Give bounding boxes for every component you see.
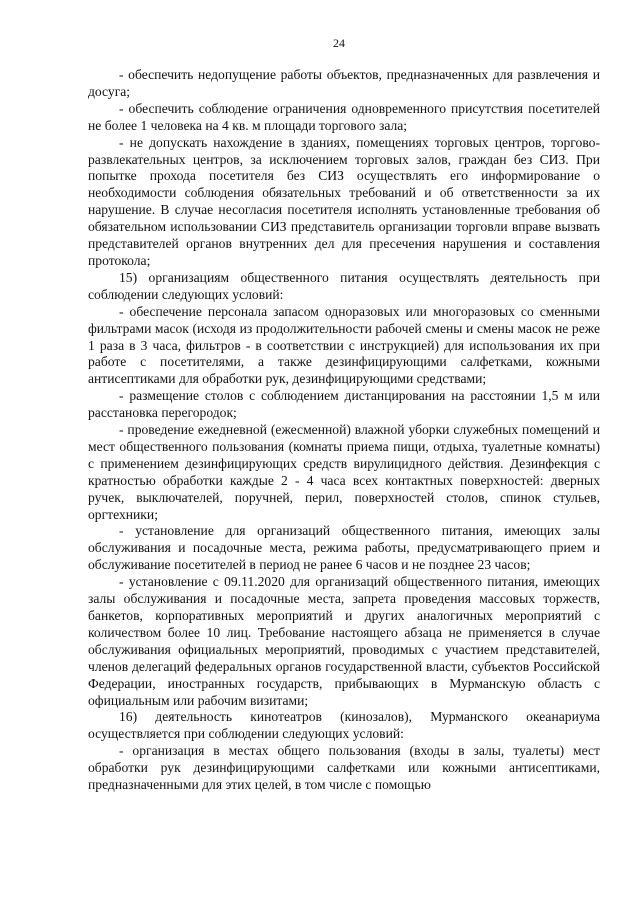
paragraph-leisure-ban: - обеспечить недопущение работы объектов, предназначенных для развлечения и досуга; (88, 67, 600, 99)
paragraph-table-distancing: - размещение столов с соблюдением дистанцирования на расстоянии 1,5 м или расстановка перегородок; (88, 388, 600, 421)
paragraph-working-hours: - установление для организаций общественного питания, имеющих залы обслуживания и посадочные места, режима работы, предусматривающего прием и обслуживание посетителей в период не ранее 6 часов и не позднее 23 часов; (88, 523, 600, 573)
paragraph-hand-sanitizing: - организация в местах общего пользования (входы в залы, туалеты) мест обработки рук дезинфицирующими салфетками или кожными антисептиками, предназначенными для этих целей, в том числе с помощью (88, 743, 600, 793)
page-number: 24 (333, 36, 345, 50)
paragraph-occupancy-limit: - обеспечить соблюдение ограничения одновременного присутствия посетителей не более 1 человека на 4 кв. м площади торгового зала; (88, 100, 600, 133)
paragraph-daily-cleaning: - проведение ежедневной (ежесменной) влажной уборки служебных помещений и мест общественного пользования (комнаты приема пищи, отдыха, туалетные комнаты) с применением дезинфицирующих средств вирулицидного действия. Дезинфекция с кратностью обработки каждые 2 - 4 часа всех контактных поверхностей: дверных ручек, выключателей, поручней, перил, поверхностей столов, спинок стульев, оргтехники; (88, 422, 600, 522)
paragraph-item-15-catering: 15) организациям общественного питания осуществлять деятельность при соблюдении следующих условий: (88, 269, 600, 302)
paragraph-staff-masks: - обеспечение персонала запасом одноразовых или многоразовых со сменными фильтрами масок (исходя из продолжительности рабочей смены и смены масок не реже 1 раза в 3 часа, фильтров - в соответствии с инструкцией) для использования их при работе с посетителями, а также дезинфицирующими салфетками, кожными антисептиками для обработки рук, дезинфицирующими средствами; (88, 303, 600, 387)
paragraph-item-16-cinemas: 16) деятельность кинотеатров (кинозалов), Мурманского океанариума осуществляется при соблюдении следующих условий: (88, 709, 600, 742)
paragraph-events-ban: - установление с 09.11.2020 для организаций общественного питания, имеющих залы обслуживания и посадочные места, запрета проведения массовых торжеств, банкетов, корпоративных мероприятий и других аналогичных мероприятий с количеством более 10 лиц. Требование настоящего абзаца не применяется в случае обслуживания официальных мероприятий, проводимых с участием представителей, членов делегаций федеральных органов государственной власти, субъектов Российской Федерации, иностранных государств, прибывающих в Мурманскую область с официальным или рабочим визитами; (88, 574, 600, 708)
paragraph-ppe-requirement: - не допускать нахождение в зданиях, помещениях торговых центров, торгово-развлекательных центров, за исключением торговых залов, граждан без СИЗ. При попытке прохода посетителя без СИЗ осуществлять его информирование о необходимости соблюдения обязательных требований и об ответственности за их нарушение. В случае несогласия посетителя исполнять установленные требования об обязательном использовании СИЗ представитель организации торговли вправе вызвать представителей органов внутренних дел для пресечения нарушения и составления протокола; (88, 134, 600, 268)
